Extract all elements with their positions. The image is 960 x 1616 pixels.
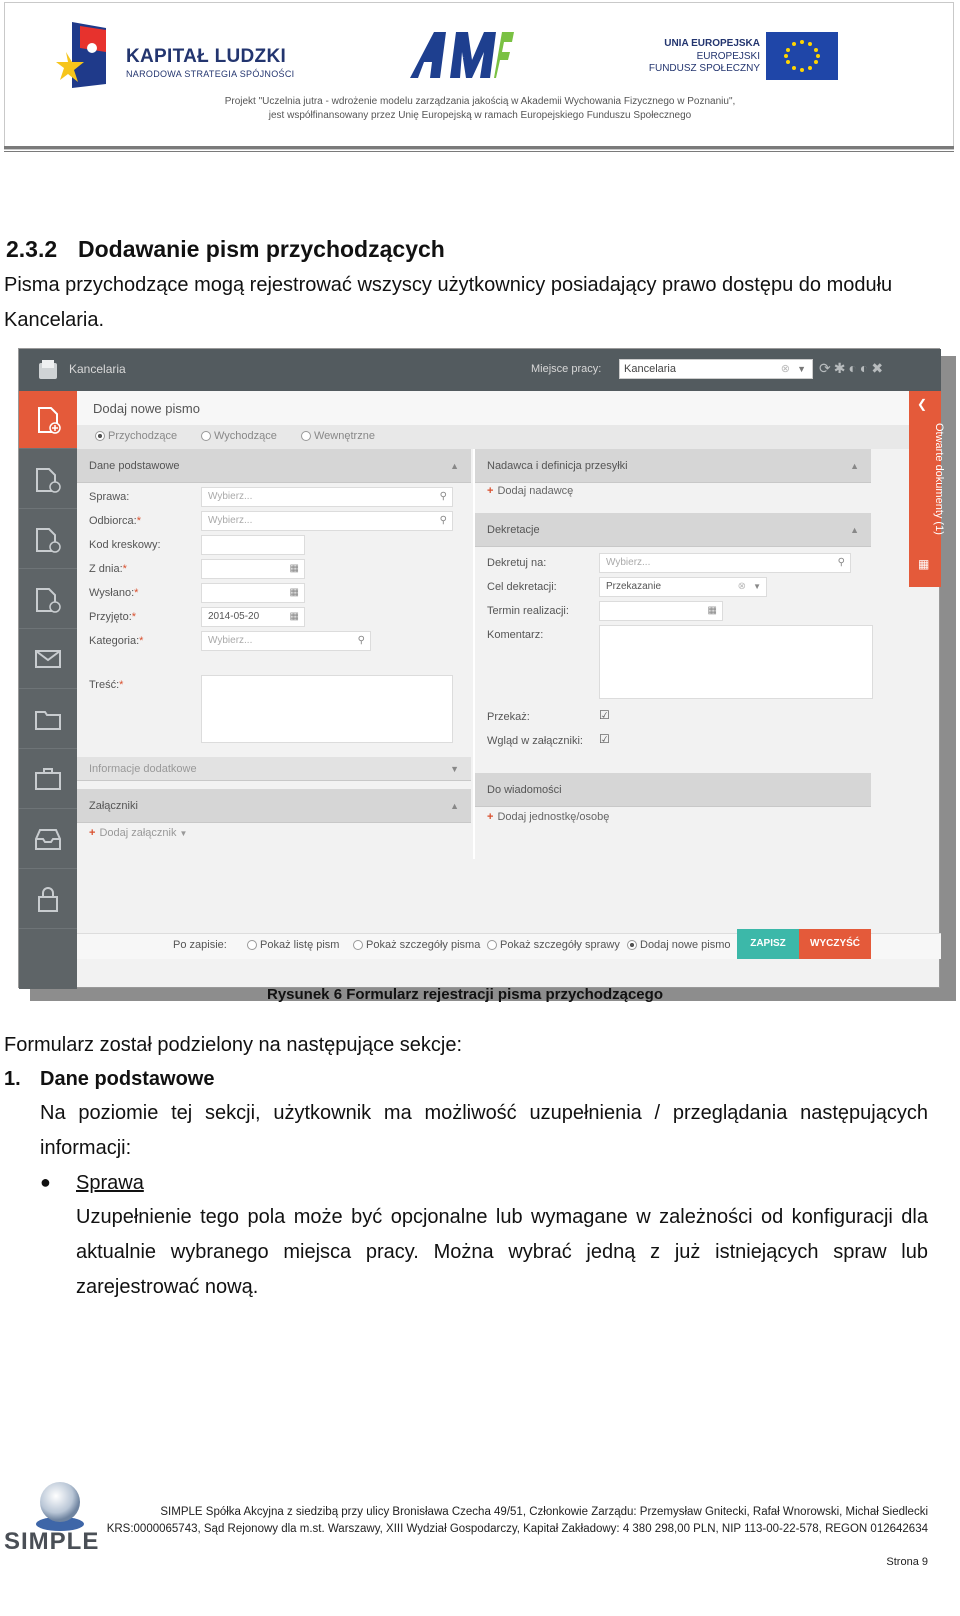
- header-rule-thin: [4, 151, 954, 152]
- ue-line3: FUNDUSZ SPOŁECZNY: [648, 63, 760, 74]
- project-line-1: Projekt "Uczelnia jutra - wdrożenie modelu zarządzania jakością w Akademii Wychowania Fizycznego w Poznaniu",: [224, 96, 736, 107]
- komentarz-textarea[interactable]: [599, 625, 873, 699]
- przyjeto-date-input[interactable]: 2014-05-20 ▦: [201, 607, 305, 627]
- header-rule: [4, 146, 954, 149]
- workplace-select[interactable]: [619, 359, 813, 379]
- label-sprawa: Sprawa:: [89, 491, 130, 503]
- nav-cases[interactable]: [19, 749, 77, 809]
- clear-button[interactable]: WYCZYŚĆ: [799, 929, 871, 959]
- simple-logo-text: SIMPLE: [4, 1528, 100, 1555]
- decree-header[interactable]: Dekretacje ▲: [475, 513, 871, 547]
- list-item-title: Dane podstawowe: [40, 1068, 215, 1090]
- radio-internal[interactable]: Wewnętrzne: [301, 430, 375, 442]
- basic-data-header[interactable]: Dane podstawowe ▲: [77, 449, 471, 483]
- option-list[interactable]: Pokaż listę pism: [247, 939, 339, 951]
- przekaz-checkbox[interactable]: ☑: [599, 708, 610, 722]
- calendar-icon[interactable]: ▦: [289, 563, 299, 574]
- awf-logo: [410, 28, 514, 84]
- radio-icon-on: [627, 940, 637, 950]
- option-letter-details[interactable]: Pokaż szczegóły pisma: [353, 939, 480, 951]
- label-odbiorca: Odbiorca:*: [89, 515, 141, 527]
- cel-select[interactable]: Przekazanie ⊗ ▼: [599, 577, 767, 597]
- chevron-down-icon: ▼: [450, 764, 459, 774]
- sprawa-input[interactable]: Wybierz... ⚲: [201, 487, 453, 507]
- label-przyjeto: Przyjęto:*: [89, 611, 137, 623]
- label-przekaz: Przekaż:: [487, 711, 530, 723]
- search-icon[interactable]: ⚲: [357, 635, 365, 646]
- label-kategoria: Kategoria:*: [89, 635, 144, 647]
- ue-line2: EUROPEJSKI: [696, 51, 760, 62]
- clear-icon[interactable]: ⊗: [737, 581, 746, 592]
- inbox-icon: [35, 827, 61, 851]
- add-attachment-button[interactable]: + Dodaj załącznik ▼: [89, 827, 188, 839]
- plus-icon: +: [89, 827, 96, 839]
- section-title: Dodawanie pism przychodzących: [78, 236, 445, 262]
- app-icon: [37, 359, 59, 381]
- plus-icon: +: [487, 811, 494, 823]
- project-line-2: jest współfinansowany przez Unię Europejską w ramach Europejskiego Funduszu Społecznego: [268, 110, 692, 121]
- nav-incoming[interactable]: [19, 449, 77, 509]
- add-unit-button[interactable]: + Dodaj jednostkę/osobę: [487, 811, 610, 823]
- after-save-label: Po zapisie:: [173, 939, 227, 951]
- barcode-input[interactable]: [201, 535, 305, 555]
- radio-icon-off: [487, 940, 497, 950]
- calendar-icon[interactable]: ▦: [289, 587, 299, 598]
- nav-outgoing[interactable]: [19, 509, 77, 569]
- kategoria-input[interactable]: Wybierz... ⚲: [201, 631, 371, 651]
- kl-title: KAPITAŁ LUDZKI: [126, 46, 287, 67]
- option-new-letter[interactable]: Dodaj nowe pismo: [627, 939, 731, 951]
- odbiorca-input[interactable]: Wybierz... ⚲: [201, 511, 453, 531]
- chevron-up-icon: ▲: [850, 461, 859, 471]
- search-icon[interactable]: ⚲: [439, 515, 447, 526]
- chevron-left-icon[interactable]: ❮: [917, 397, 928, 411]
- nav-mail[interactable]: [19, 629, 77, 689]
- radio-icon-off: [201, 431, 211, 441]
- label-tresc: Treść:*: [89, 679, 124, 691]
- plus-icon: +: [487, 485, 494, 497]
- intro-paragraph: Pisma przychodzące mogą rejestrować wszyscy użytkownicy posiadający prawo dostępu do modułu Kancelaria.: [4, 274, 893, 331]
- briefcase-icon: [35, 767, 61, 791]
- envelope-icon: [35, 649, 61, 669]
- attachments-header[interactable]: Załączniki ▲: [77, 789, 471, 823]
- nav-lock[interactable]: [19, 869, 77, 929]
- footer-line-2: KRS:0000065743, Sąd Rejonowy dla m.st. Warszawy, XIII Wydział Gospodarczy, Kapitał Zakładowy: 4 380 298,00 PLN, NIP 113-00-22-578, REGON 012642634: [106, 1523, 928, 1535]
- radio-icon-off: [301, 431, 311, 441]
- app-name: Kancelaria: [69, 362, 126, 376]
- form-title-bar: [77, 391, 909, 425]
- eu-flag: [766, 32, 838, 80]
- bullet-icon: ●: [40, 1172, 51, 1192]
- sender-header[interactable]: Nadawca i definicja przesyłki ▲: [475, 449, 871, 483]
- option-case-details[interactable]: Pokaż szczegóły sprawy: [487, 939, 620, 951]
- bullet-text: Uzupełnienie tego pola może być opcjonalne lub wymagane w zależności od konfiguracji dla aktualnie wybranego miejsca pracy. Można wybrać jedną z już istniejących spraw lub zarejestrować nową.: [76, 1206, 928, 1298]
- chevron-down-icon: ▼: [179, 829, 188, 838]
- list-item-text: Na poziomie tej sekcji, użytkownik ma możliwość uzupełnienia / przeglądania następujących informacji:: [40, 1102, 928, 1159]
- workplace-value: Kancelaria: [624, 363, 676, 375]
- radio-icon-off: [353, 940, 363, 950]
- chevron-down-icon[interactable]: ▼: [797, 364, 806, 374]
- label-termin: Termin realizacji:: [487, 605, 569, 617]
- chevron-up-icon: ▲: [450, 461, 459, 471]
- figure-caption: Rysunek 6 Formularz rejestracji pisma przychodzącego: [267, 986, 663, 1003]
- wyslano-date-input[interactable]: [201, 583, 305, 603]
- kapital-ludzki-logo: [62, 22, 118, 88]
- toolbar-icons[interactable]: ⟳✱◐◐✖: [819, 360, 887, 376]
- dekretuj-input[interactable]: Wybierz... ⚲: [599, 553, 851, 573]
- form-title: Dodaj nowe pismo: [93, 401, 200, 416]
- svg-text:AWF: AWF: [462, 58, 465, 59]
- page-number: Strona 9: [886, 1556, 928, 1568]
- left-nav: [19, 391, 77, 989]
- calendar-icon[interactable]: ▦: [289, 611, 299, 622]
- label-wyslano: Wysłano:*: [89, 587, 139, 599]
- list-item-number: 1.: [4, 1068, 21, 1090]
- lock-icon: [37, 886, 59, 912]
- folder-icon: [35, 708, 61, 730]
- ue-line1: UNIA EUROPEJSKA: [664, 38, 760, 49]
- internal-docs-icon: [35, 585, 61, 613]
- radio-incoming[interactable]: Przychodzące: [95, 430, 177, 442]
- radio-outgoing[interactable]: Wychodzące: [201, 430, 277, 442]
- grid-icon[interactable]: ▦: [918, 557, 930, 571]
- extra-info-header[interactable]: Informacje dodatkowe ▼: [77, 757, 471, 781]
- zdnia-date-input[interactable]: [201, 559, 305, 579]
- save-button[interactable]: ZAPISZ: [737, 929, 799, 959]
- info-header[interactable]: Do wiadomości: [475, 773, 871, 807]
- wglad-checkbox[interactable]: ☑: [599, 732, 610, 746]
- search-icon[interactable]: ⚲: [837, 557, 845, 568]
- radio-icon-off: [247, 940, 257, 950]
- label-komentarz: Komentarz:: [487, 629, 544, 641]
- footer-line-1: SIMPLE Spółka Akcyjna z siedzibą przy ulicy Bronisława Czecha 49/51, Członkowie Zarządu: Przemysław Gnitecki, Rafał Wnorowski, Michał Siedlecki: [160, 1506, 928, 1518]
- nav-internal[interactable]: [19, 569, 77, 629]
- chevron-up-icon: ▲: [450, 801, 459, 811]
- open-documents-tab[interactable]: [909, 391, 945, 587]
- section-number: 2.3.2: [6, 236, 58, 262]
- workplace-label: Miejsce pracy:: [531, 363, 602, 375]
- figure-screenshot: [18, 348, 945, 988]
- app-topbar: [19, 349, 941, 391]
- nav-inbox[interactable]: [19, 809, 77, 869]
- radio-icon-on: [95, 431, 105, 441]
- chevron-up-icon: ▲: [850, 525, 859, 535]
- nav-folders[interactable]: [19, 689, 77, 749]
- sections-intro: Formularz został podzielony na następujące sekcje:: [4, 1034, 463, 1056]
- search-icon[interactable]: ⚲: [439, 491, 447, 502]
- outgoing-docs-icon: [35, 525, 61, 553]
- direction-radios: [77, 425, 909, 449]
- label-zdnia: Z dnia:*: [89, 563, 127, 575]
- nav-new-document[interactable]: [19, 391, 77, 449]
- add-sender-button[interactable]: + Dodaj nadawcę: [487, 485, 574, 497]
- label-wglad: Wgląd w załączniki:: [487, 735, 583, 747]
- label-dekretuj: Dekretuj na:: [487, 557, 547, 569]
- tresc-textarea[interactable]: [201, 675, 453, 743]
- label-cel: Cel dekretacji:: [487, 581, 557, 593]
- clear-icon[interactable]: ⊗: [780, 363, 790, 375]
- open-documents-label: Otwarte dokumenty (1): [933, 423, 945, 535]
- label-kod: Kod kreskowy:: [89, 539, 161, 551]
- termin-date-input[interactable]: [599, 601, 723, 621]
- chevron-down-icon[interactable]: ▼: [753, 582, 761, 591]
- section-heading: [6, 236, 445, 263]
- bullet-title: Sprawa: [76, 1172, 144, 1194]
- kl-subtitle: NARODOWA STRATEGIA SPÓJNOŚCI: [126, 69, 295, 79]
- simple-logo-mark: [28, 1478, 92, 1534]
- incoming-docs-icon: [35, 465, 61, 493]
- new-document-icon: [35, 406, 61, 434]
- calendar-icon[interactable]: ▦: [707, 605, 717, 616]
